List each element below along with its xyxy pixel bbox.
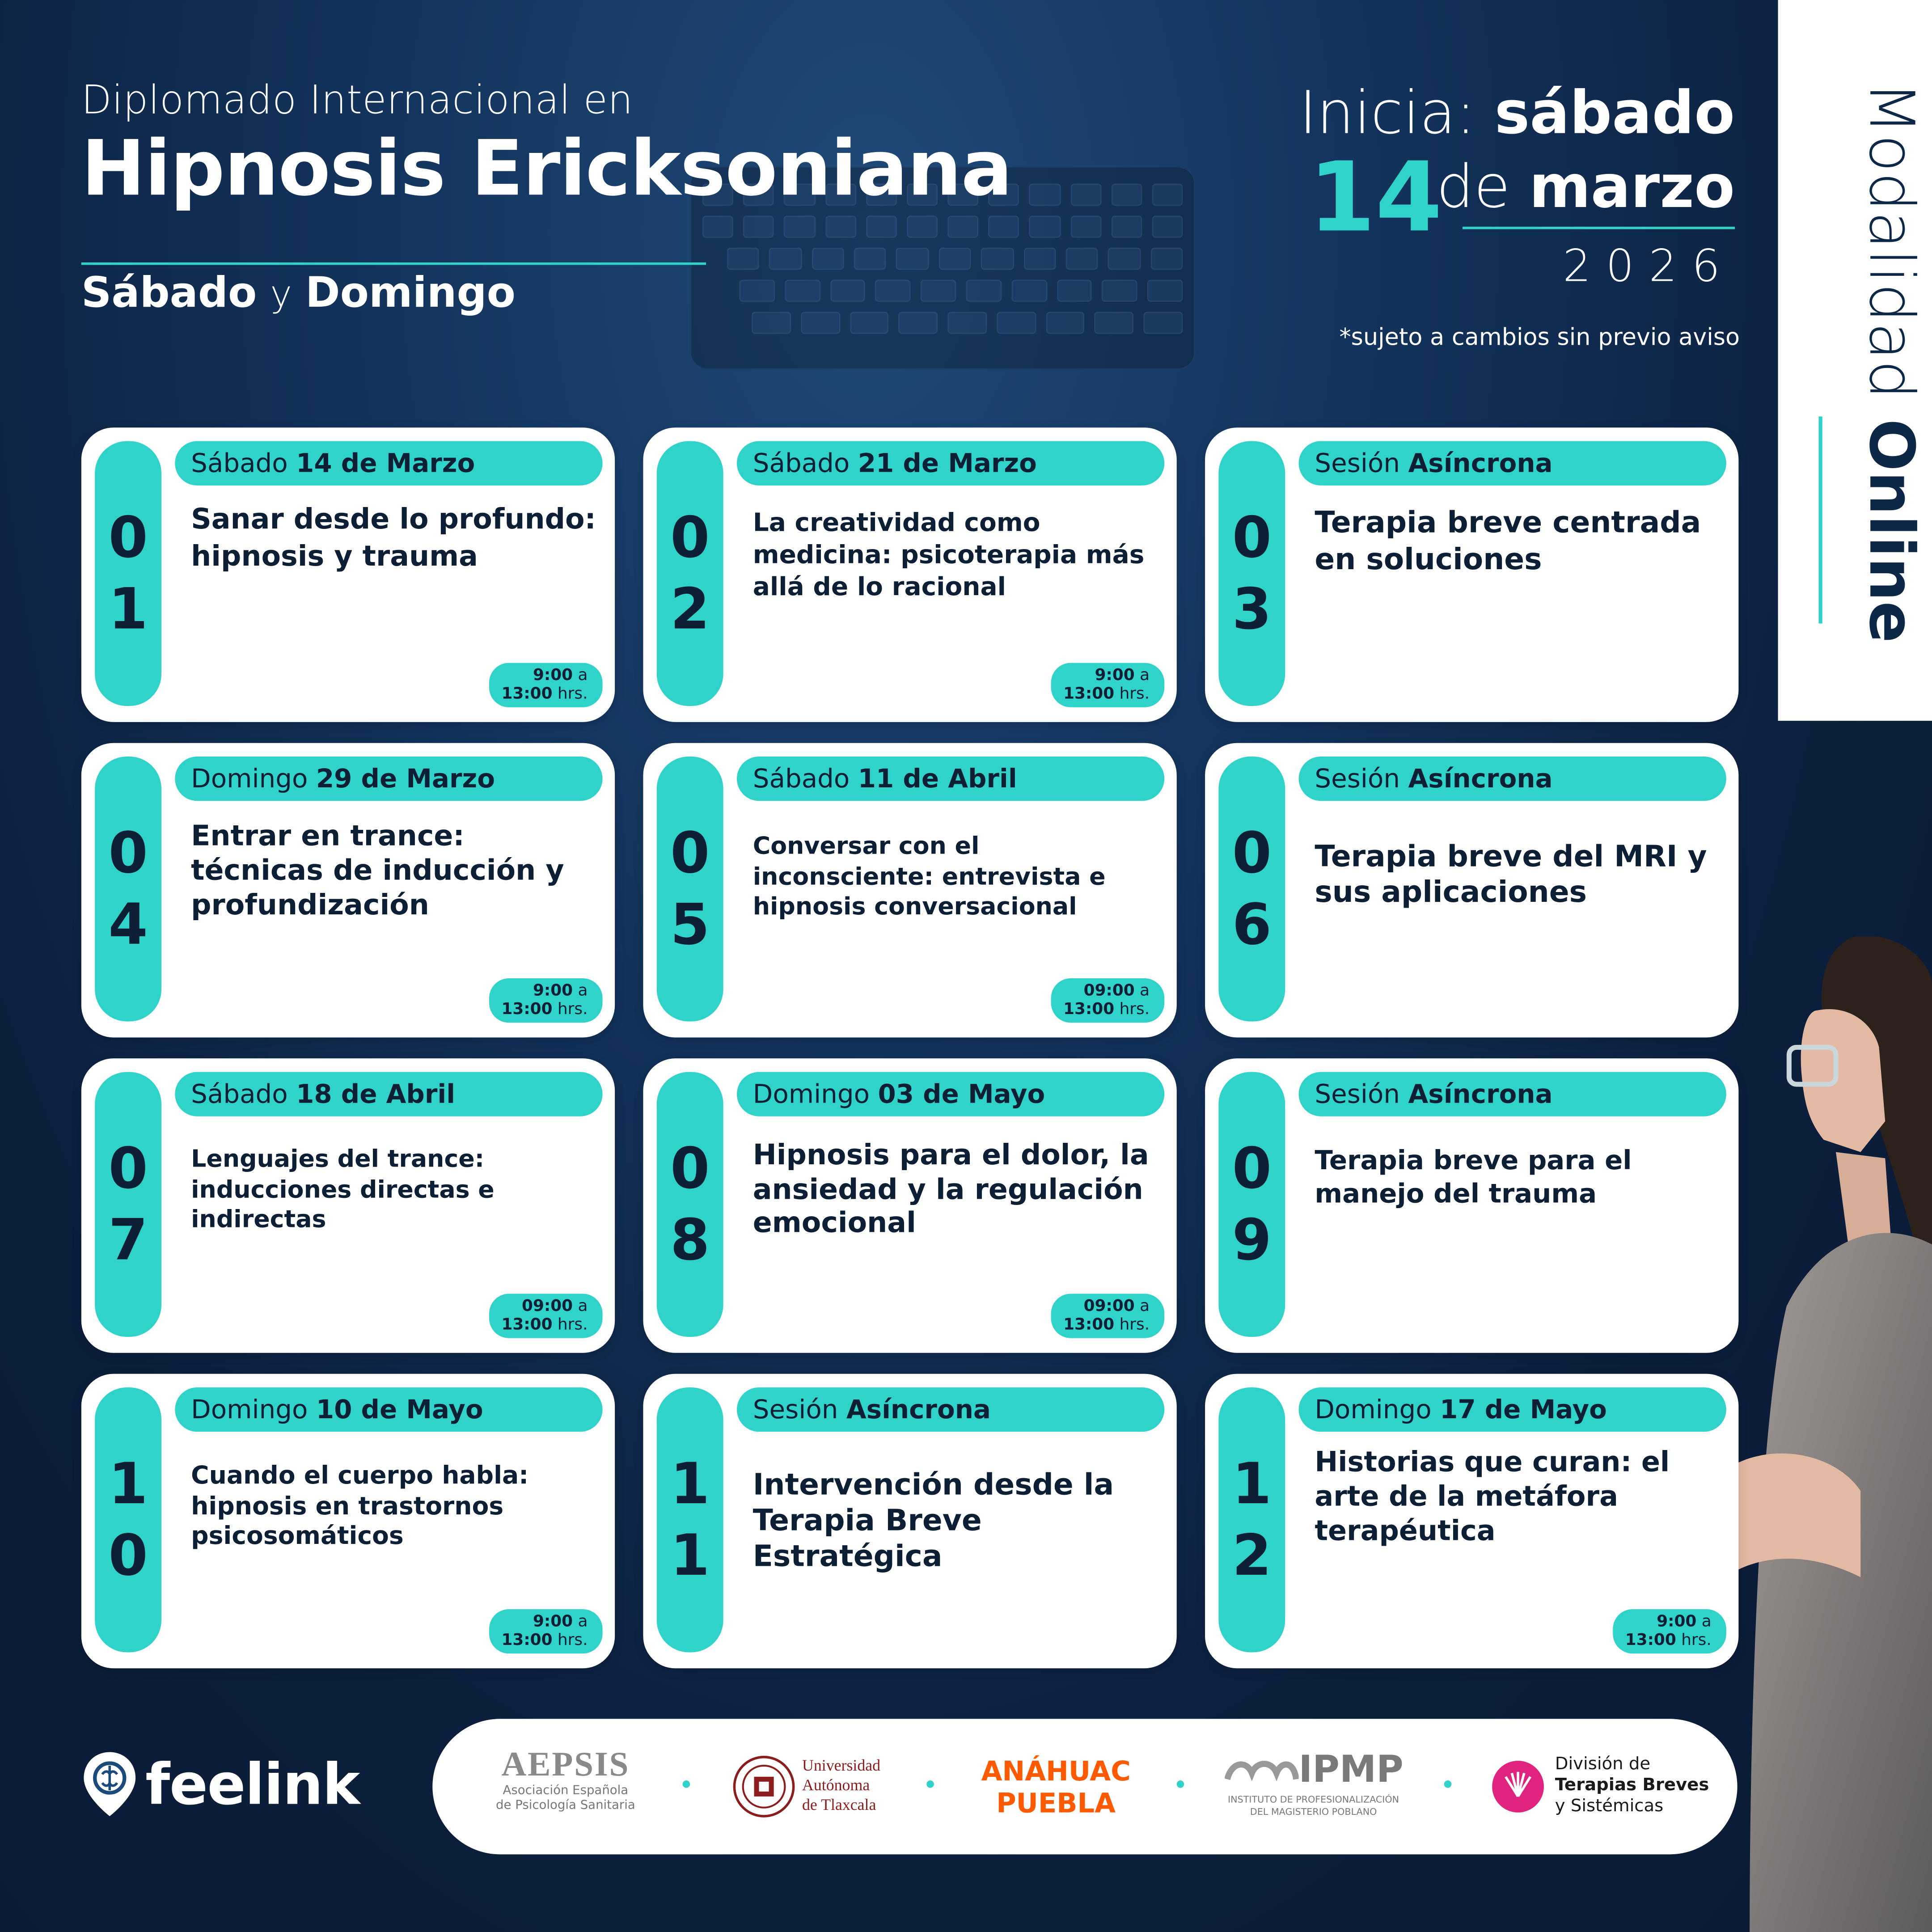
session-number: [95, 1072, 161, 1336]
session-time-unit: hrs.: [557, 1000, 588, 1019]
session-time-start: 09:00: [1083, 1297, 1135, 1316]
program-subtitle: Diplomado Internacional en: [81, 76, 633, 123]
session-topic: Hipnosis para el dolor, la ansiedad y la regulación emocional: [753, 1140, 1149, 1240]
session-time-start: 9:00: [533, 666, 573, 685]
session-topic: Intervención desde la Terapia Breve Estratégica: [753, 1467, 1114, 1574]
session-number-digit: 0: [108, 819, 148, 886]
session-card: [1205, 1374, 1738, 1669]
session-number-digit: 0: [108, 504, 148, 571]
session-day-label: Domingo: [1315, 1395, 1432, 1425]
session-number-digit: 0: [670, 819, 710, 886]
session-number-digit: 1: [108, 575, 148, 642]
session-number: [95, 441, 161, 706]
session-card: [81, 743, 615, 1038]
session-number-digit: 0: [108, 1135, 148, 1201]
university-seal-icon: [732, 1754, 796, 1818]
ipmp-line2: DEL MAGISTERIO POBLANO: [1250, 1806, 1377, 1818]
session-time-sep: a: [578, 982, 588, 1001]
session-topic: Sanar desde lo profundo: hipnosis y trauma: [191, 504, 596, 573]
anahuac-line2: PUEBLA: [996, 1789, 1116, 1820]
uatx-logo-text: [802, 1756, 880, 1815]
session-number-digit: 0: [108, 1521, 148, 1588]
sponsor-separator-dot: [926, 1780, 934, 1788]
session-time-unit: hrs.: [1681, 1631, 1712, 1650]
session-day-label: Domingo: [191, 1395, 308, 1425]
session-card: [1205, 427, 1738, 722]
session-date: Asíncrona: [846, 1395, 991, 1425]
session-card: [643, 427, 1176, 722]
session-date: Asíncrona: [1408, 1079, 1553, 1109]
session-topic: La creatividad como medicina: psicoterapia más allá de lo racional: [753, 507, 1145, 601]
session-time-start: 09:00: [1083, 982, 1135, 1001]
session-number: [1218, 1072, 1285, 1336]
start-prefix: Inicia:: [1299, 79, 1476, 148]
session-number-digit: 0: [670, 1135, 710, 1201]
session-card: [643, 743, 1176, 1038]
session-date-pill: [175, 441, 602, 486]
session-date-pill: [737, 1072, 1164, 1116]
session-card: [81, 1374, 615, 1669]
session-card: [643, 1058, 1176, 1353]
session-time-pill: [1051, 663, 1165, 707]
session-card: [1205, 743, 1738, 1038]
session-number-digit: 2: [1232, 1521, 1272, 1588]
modality-label: [1784, 81, 1927, 643]
session-time-pill: [489, 1609, 603, 1653]
session-time-end: 13:00: [501, 685, 553, 704]
session-number-digit: 0: [670, 504, 710, 571]
start-de: de: [1436, 152, 1510, 222]
session-number: [657, 1072, 723, 1336]
session-time-sep: a: [1140, 666, 1150, 685]
session-number-digit: 7: [108, 1205, 148, 1272]
session-day-label: Sábado: [753, 448, 850, 478]
session-time-start: 9:00: [1095, 666, 1135, 685]
session-time-pill: [1051, 1294, 1165, 1338]
start-month-name: marzo: [1529, 152, 1735, 222]
session-time-unit: hrs.: [1119, 685, 1150, 704]
session-time-end: 13:00: [501, 1631, 553, 1650]
start-year: 2026: [1563, 241, 1735, 292]
disclaimer-note: *sujeto a cambios sin previo aviso: [1339, 324, 1740, 351]
session-time-sep: a: [1701, 1613, 1712, 1632]
session-time-pill: [489, 663, 603, 707]
session-number: [657, 441, 723, 706]
modality-value: Online: [1856, 419, 1927, 643]
start-month: [1436, 153, 1735, 222]
anahuac-logo: [973, 1757, 1138, 1821]
session-topic: Entrar en trance: técnicas de inducción y profundización: [191, 820, 564, 922]
session-day-label: Sábado: [191, 448, 288, 478]
session-time-end: 13:00: [1063, 1000, 1115, 1019]
session-time-sep: a: [1140, 1297, 1150, 1316]
session-time-pill: [1051, 978, 1165, 1023]
session-date: 18 de Abril: [296, 1079, 456, 1109]
session-date-pill: [737, 757, 1164, 801]
day-sunday: Domingo: [305, 268, 516, 318]
session-time-start: 9:00: [533, 1613, 573, 1632]
aepsis-line1: Asociación Española: [503, 1784, 629, 1798]
session-day-label: Sesión: [753, 1395, 838, 1425]
aepsis-name: AEPSIS: [501, 1746, 630, 1784]
session-date-pill: [175, 1387, 602, 1432]
session-date: 11 de Abril: [858, 764, 1017, 794]
session-time-start: 9:00: [533, 982, 573, 1001]
aepsis-line2: de Psicología Sanitaria: [496, 1799, 635, 1813]
start-label: [1299, 79, 1735, 148]
session-day-label: Sesión: [1315, 1079, 1400, 1109]
session-time-end: 13:00: [1063, 1316, 1115, 1335]
program-title: Hipnosis Ericksoniana: [81, 123, 1012, 213]
session-time-sep: a: [1140, 982, 1150, 1001]
session-time-end: 13:00: [501, 1000, 553, 1019]
session-time-sep: a: [578, 666, 588, 685]
session-topic: Terapia breve del MRI y sus aplicaciones: [1315, 839, 1707, 909]
session-time-pill: [489, 978, 603, 1023]
session-date-pill: [737, 1387, 1164, 1432]
session-date-pill: [1299, 1072, 1726, 1116]
start-weekday: sábado: [1494, 79, 1735, 148]
session-date-pill: [175, 757, 602, 801]
session-time-unit: hrs.: [1119, 1000, 1150, 1019]
session-date: 29 de Marzo: [316, 764, 495, 794]
modality-word: Modalidad: [1856, 81, 1927, 399]
anahuac-line1: ANÁHUAC: [981, 1757, 1131, 1788]
modality-accent-bar: [1818, 416, 1822, 623]
session-number-digit: 9: [1232, 1205, 1272, 1272]
session-date: 21 de Marzo: [858, 448, 1037, 478]
session-time-start: 09:00: [522, 1297, 573, 1316]
uatx-line1: Universidad: [802, 1755, 881, 1775]
session-number-digit: 8: [670, 1205, 710, 1272]
session-date-pill: [737, 441, 1164, 486]
session-date: 10 de Mayo: [316, 1395, 483, 1425]
uatx-line2: Autónoma: [802, 1776, 870, 1794]
session-date: Asíncrona: [1408, 764, 1553, 794]
session-number: [657, 757, 723, 1021]
session-day-label: Domingo: [191, 764, 308, 794]
session-time-pill: [489, 1294, 603, 1338]
session-topic: Terapia breve para el manejo del trauma: [1315, 1146, 1632, 1210]
schedule-days: [81, 269, 516, 318]
session-time-unit: hrs.: [1119, 1316, 1150, 1335]
ipmp-name: IPMP: [1298, 1748, 1404, 1792]
session-date-pill: [1299, 1387, 1726, 1432]
session-topic: Conversar con el inconsciente: entrevista e hipnosis conversacional: [753, 832, 1106, 921]
uatx-line3: de Tlaxcala: [802, 1795, 876, 1814]
session-date-pill: [1299, 757, 1726, 801]
sponsor-separator-dot: [683, 1780, 690, 1788]
aepsis-logo: [490, 1747, 641, 1814]
session-time-unit: hrs.: [557, 685, 588, 704]
session-day-label: Sábado: [191, 1079, 288, 1109]
session-number-digit: 4: [108, 890, 148, 957]
session-date: 03 de Mayo: [878, 1079, 1045, 1109]
date-divider: [1463, 227, 1735, 229]
day-saturday: Sábado: [81, 268, 257, 318]
session-number-digit: 3: [1232, 575, 1272, 642]
session-topic: Historias que curan: el arte de la metáfora terapéutica: [1315, 1446, 1670, 1548]
session-number-digit: 1: [1232, 1450, 1272, 1517]
division-line1: División de: [1555, 1754, 1651, 1775]
session-card: [1205, 1058, 1738, 1353]
session-topic: Terapia breve centrada en soluciones: [1315, 505, 1701, 577]
session-date-pill: [1299, 441, 1726, 486]
session-date: 14 de Marzo: [296, 448, 475, 478]
division-logo-text: [1555, 1754, 1709, 1818]
start-day: 14: [1308, 143, 1442, 254]
feelink-wordmark: feelink: [145, 1750, 360, 1818]
division-line3: y Sistémicas: [1555, 1796, 1664, 1816]
session-time-end: 13:00: [501, 1316, 553, 1335]
brain-pin-icon: [81, 1750, 138, 1818]
session-day-label: Sábado: [753, 764, 850, 794]
session-card: [81, 1058, 615, 1353]
division-logo-icon: [1491, 1759, 1545, 1814]
session-number-digit: 0: [1232, 819, 1272, 886]
session-number-digit: 2: [670, 575, 710, 642]
session-number: [657, 1387, 723, 1652]
session-time-start: 9:00: [1657, 1613, 1697, 1632]
session-time-unit: hrs.: [557, 1631, 588, 1650]
session-number-digit: 6: [1232, 890, 1272, 957]
title-divider: [81, 262, 706, 265]
session-time-sep: a: [578, 1613, 588, 1632]
session-number-digit: 1: [108, 1450, 148, 1517]
feelink-logo: [81, 1750, 359, 1818]
session-number-digit: 0: [1232, 504, 1272, 571]
session-topic: Cuando el cuerpo habla: hipnosis en trastornos psicosomáticos: [191, 1460, 529, 1550]
session-number: [95, 1387, 161, 1652]
session-time-unit: hrs.: [557, 1316, 588, 1335]
session-card: [643, 1374, 1176, 1669]
ipmp-subtitle: [1223, 1794, 1403, 1818]
ipmp-logo-icon: [1225, 1754, 1298, 1792]
division-line2: Terapias Breves: [1555, 1776, 1709, 1796]
ipmp-line1: INSTITUTO DE PROFESIONALIZACIÓN: [1228, 1794, 1399, 1805]
session-topic: Lenguajes del trance: inducciones directas e indirectas: [191, 1145, 495, 1234]
session-day-label: Domingo: [753, 1079, 870, 1109]
session-time-sep: a: [578, 1297, 588, 1316]
session-time-end: 13:00: [1625, 1631, 1676, 1650]
session-number: [1218, 1387, 1285, 1652]
session-date: 17 de Mayo: [1440, 1395, 1607, 1425]
session-number-digit: 1: [670, 1521, 710, 1588]
session-date-pill: [175, 1072, 602, 1116]
session-number-digit: 0: [1232, 1135, 1272, 1201]
session-time-end: 13:00: [1063, 685, 1115, 704]
session-day-label: Sesión: [1315, 448, 1400, 478]
session-number-digit: 1: [670, 1450, 710, 1517]
session-day-label: Sesión: [1315, 764, 1400, 794]
session-date: Asíncrona: [1408, 448, 1553, 478]
session-number: [1218, 757, 1285, 1021]
sponsor-separator-dot: [1444, 1780, 1452, 1788]
session-number-digit: 5: [670, 890, 710, 957]
session-number: [95, 757, 161, 1021]
session-time-pill: [1613, 1609, 1726, 1653]
days-connector: y: [270, 273, 292, 317]
session-card: [81, 427, 615, 722]
session-number: [1218, 441, 1285, 706]
sponsor-separator-dot: [1177, 1780, 1184, 1788]
